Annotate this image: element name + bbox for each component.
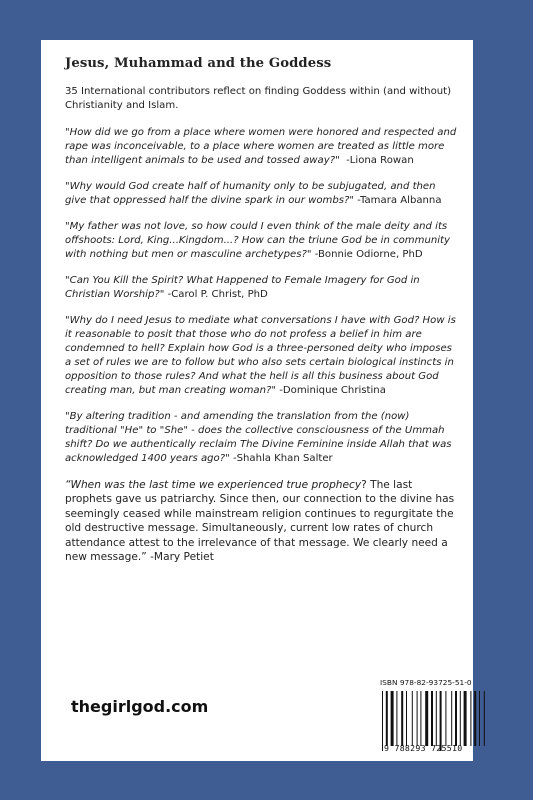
barcode-bar	[445, 691, 446, 746]
quote-5: "Why do I need Jesus to mediate what conversations I have with God? How is it reasonable to posit that those who do not profess a belief in him are condemned to hell? Explain how God is a three-personed deity who imposes a set of rules we are to follow but who also sets certain biological instincts in opposition to those rules? And what the hell is all this business about God creating man, but man creating woman?" -Dominique Christina	[65, 315, 456, 396]
quote-3-text: My father was not love, so how could I even think of the male deity and its offshoots: Lord, King...Kingdom...? How can the triune God be in community with nothing but men or masculine archetypes?	[65, 221, 450, 260]
closing-quote-open: “When was the last time we experienced true prophecy	[65, 479, 362, 491]
quote-5-author: -Dominique Christina	[279, 385, 386, 396]
quote-1-author: -Liona Rowan	[346, 155, 414, 166]
quote-1-text: How did we go from a place where women were honored and respected and rape was inconceivable, to a place where women are treated as little more than intelligent animals to be used and tossed away?	[65, 127, 457, 166]
barcode-bar	[382, 691, 383, 751]
barcode-bar	[431, 691, 433, 746]
barcode-bar	[391, 691, 394, 746]
closing-quote-author: -Mary Petiet	[150, 551, 214, 564]
isbn-barcode	[374, 678, 486, 760]
closing-quote	[65, 478, 459, 564]
back-cover-panel	[41, 40, 473, 761]
quote-3-author: -Bonnie Odiorne, PhD	[314, 249, 423, 260]
barcode-bar	[464, 691, 467, 746]
barcode-bar	[440, 691, 442, 751]
closing-quote-rest: ? The last prophets gave us patriarchy. Since then, our connection to the divine has seemingly ceased while mainstream religion continues to regurgitate the old destructive message. Simultaneously, current low rates of church attendance attest to the irrelevance of that message. We clearly need a new message.”	[65, 479, 455, 564]
barcode-bar	[386, 691, 388, 746]
quote-4-text: Can You Kill the Spirit? What Happened to Female Imagery for God in Christian Worship?	[65, 275, 420, 300]
quote-5-text: Why do I need Jesus to mediate what conversations I have with God? How is it reasonable to posit that those who do not profess a belief in him are condemned to hell? Explain how God is a three-personed deity who imposes a set of rules we are to follow but who also sets certain biological instincts in opposition to those rules? And what the hell is all this business about God creating man, but man creating woman?	[65, 315, 456, 396]
quote-2: "Why would God create half of humanity only to be subjugated, and then give that oppressed half the divine spark in our wombs?" -Tamara Albanna	[65, 181, 442, 206]
quote-6-author: -Shahla Khan Salter	[232, 453, 333, 464]
barcode-bar	[396, 691, 397, 746]
book-title: Jesus, Muhammad and the Goddess	[65, 56, 332, 71]
barcode-digits: 9 788293 725510	[384, 743, 463, 753]
barcode-bar	[417, 691, 418, 746]
barcode-bar	[470, 691, 471, 746]
isbn-label: ISBN 978-82-93725-51-0	[380, 678, 472, 687]
barcode-bar	[460, 691, 461, 746]
barcode-bar	[425, 691, 428, 746]
barcode-bar	[484, 691, 485, 746]
quote-1: "How did we go from a place where women were honored and respected and rape was inconceivable, to a place where women are treated as little more than intelligent animals to be used and tossed away?" -Liona Rowan	[65, 127, 457, 166]
quote-6: "By altering tradition - and amending the translation from the (now) traditional "He" to "She" - does the collective consciousness of the Ummah shift? Do we authentically reclaim The Divine Feminine inside Allah that was acknowledged 1400 years ago?" -Shahla Khan Salter	[65, 411, 452, 464]
barcode-bar	[451, 691, 452, 746]
quote-4: "Can You Kill the Spirit? What Happened to Female Imagery for God in Christian Worship?" -Carol P. Christ, PhD	[65, 275, 420, 300]
barcode-bar	[401, 691, 403, 746]
quote-2-text: Why would God create half of humanity only to be subjugated, and then give that oppressed half the divine spark in our wombs?	[65, 181, 436, 206]
barcode-bar	[474, 691, 476, 746]
barcode-bar	[436, 691, 437, 746]
quote-6-text: By altering tradition - and amending the translation from the (now) traditional "He" to "She" - does the collective consciousness of the Ummah shift? Do we authentically reclaim The Divine Feminine inside Allah that was acknowledged 1400 years ago?	[65, 411, 452, 464]
barcode-bars	[374, 689, 486, 751]
barcode-bar	[406, 691, 407, 746]
barcode-bar	[420, 691, 421, 746]
barcode-bar	[479, 691, 480, 746]
intro-text: 35 International contributors reflect on finding Goddess within (and without) Christianity and Islam.	[65, 86, 452, 111]
barcode-bar	[455, 691, 457, 746]
quote-4-author: -Carol P. Christ, PhD	[167, 289, 268, 300]
barcode-bar	[412, 691, 413, 746]
website-link[interactable]: thegirlgod.com	[71, 697, 209, 716]
quote-3: "My father was not love, so how could I even think of the male deity and its offshoots: Lord, King...Kingdom...? How can the triune God be in community with nothing but men or masculine archetypes?" -Bonnie Odiorne, PhD	[65, 221, 450, 260]
quote-2-author: -Tamara Albanna	[357, 195, 442, 206]
